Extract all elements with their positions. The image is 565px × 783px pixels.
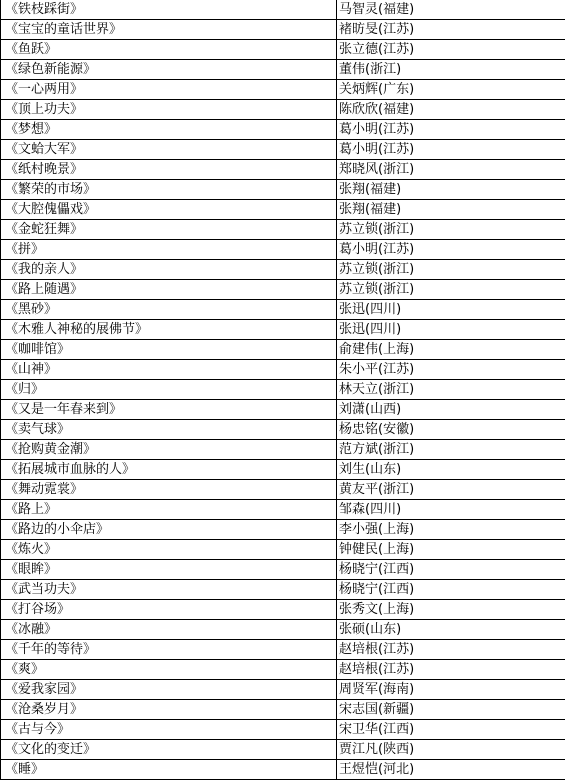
table-row [1, 480, 565, 500]
table-row [1, 220, 565, 240]
author-cell[interactable]: 张秀文(上海) [337, 600, 565, 620]
table-row [1, 440, 565, 460]
author-cell[interactable]: 张硕(山东) [337, 620, 565, 640]
author-cell[interactable]: 杨晓宁(江西) [337, 580, 565, 600]
table-row [1, 720, 565, 740]
title-cell[interactable]: 《炼火》 [1, 540, 337, 560]
author-cell[interactable]: 刘生(山东) [337, 460, 565, 480]
table-row [1, 700, 565, 720]
table-row [1, 360, 565, 380]
title-cell[interactable]: 《咖啡馆》 [1, 340, 337, 360]
author-cell[interactable]: 王煜恺(河北) [337, 760, 565, 780]
table-row [1, 560, 565, 580]
author-cell[interactable]: 褚昉旻(江苏) [337, 20, 565, 40]
title-cell[interactable]: 《文蛤大军》 [1, 140, 337, 160]
title-cell[interactable]: 《我的亲人》 [1, 260, 337, 280]
table-row [1, 100, 565, 120]
table-row [1, 260, 565, 280]
author-cell[interactable]: 邹森(四川) [337, 500, 565, 520]
title-cell[interactable]: 《归》 [1, 380, 337, 400]
title-cell[interactable]: 《路边的小伞店》 [1, 520, 337, 540]
table-row [1, 660, 565, 680]
author-cell[interactable]: 周贤军(海南) [337, 680, 565, 700]
table-row [1, 200, 565, 220]
title-cell[interactable]: 《古与今》 [1, 720, 337, 740]
author-cell[interactable]: 李小强(上海) [337, 520, 565, 540]
table-row [1, 740, 565, 760]
author-cell[interactable]: 刘潇(山西) [337, 400, 565, 420]
author-cell[interactable]: 宋卫华(江西) [337, 720, 565, 740]
table-row [1, 80, 565, 100]
table-row [1, 580, 565, 600]
table-row [1, 20, 565, 40]
title-cell[interactable]: 《路上随遇》 [1, 280, 337, 300]
table-row [1, 120, 565, 140]
author-cell[interactable]: 赵培根(江苏) [337, 640, 565, 660]
title-cell[interactable]: 《冰融》 [1, 620, 337, 640]
title-cell[interactable]: 《绿色新能源》 [1, 60, 337, 80]
author-cell[interactable]: 苏立锁(浙江) [337, 220, 565, 240]
title-cell[interactable]: 《抢购黄金潮》 [1, 440, 337, 460]
author-cell[interactable]: 黄友平(浙江) [337, 480, 565, 500]
table-row [1, 680, 565, 700]
title-cell[interactable]: 《打谷场》 [1, 600, 337, 620]
author-cell[interactable]: 葛小明(江苏) [337, 120, 565, 140]
table-row [1, 240, 565, 260]
title-cell[interactable]: 《繁荣的市场》 [1, 180, 337, 200]
table-row [1, 60, 565, 80]
title-cell[interactable]: 《文化的变迁》 [1, 740, 337, 760]
author-cell[interactable]: 宋志国(新疆) [337, 700, 565, 720]
table-row [1, 640, 565, 660]
author-cell[interactable]: 张迅(四川) [337, 320, 565, 340]
table-row [1, 140, 565, 160]
title-cell[interactable]: 《大腔傀儡戏》 [1, 200, 337, 220]
author-cell[interactable]: 贾江凡(陕西) [337, 740, 565, 760]
author-cell[interactable]: 董伟(浙江) [337, 60, 565, 80]
title-cell[interactable]: 《宝宝的童话世界》 [1, 20, 337, 40]
table-row [1, 160, 565, 180]
title-cell[interactable]: 《眼眸》 [1, 560, 337, 580]
author-cell[interactable]: 赵培根(江苏) [337, 660, 565, 680]
table-body [1, 0, 565, 780]
table-row [1, 460, 565, 480]
author-cell[interactable]: 关炳辉(广东) [337, 80, 565, 100]
author-cell[interactable]: 杨晓宁(江西) [337, 560, 565, 580]
title-cell[interactable]: 《路上》 [1, 500, 337, 520]
table-row [1, 520, 565, 540]
author-cell[interactable]: 张立德(江苏) [337, 40, 565, 60]
table-row [1, 0, 565, 20]
author-cell[interactable]: 钟健民(上海) [337, 540, 565, 560]
table-row [1, 400, 565, 420]
title-cell[interactable]: 《舞动霓裳》 [1, 480, 337, 500]
table-row [1, 600, 565, 620]
title-cell[interactable]: 《纸村晚景》 [1, 160, 337, 180]
table-row [1, 620, 565, 640]
title-cell[interactable]: 《木雅人神秘的展佛节》 [1, 320, 337, 340]
author-cell[interactable]: 陈欣欣(福建) [337, 100, 565, 120]
table-row [1, 280, 565, 300]
title-cell[interactable]: 《又是一年春来到》 [1, 400, 337, 420]
title-cell[interactable]: 《一心两用》 [1, 80, 337, 100]
title-cell[interactable]: 《爱我家园》 [1, 680, 337, 700]
title-cell[interactable]: 《沧桑岁月》 [1, 700, 337, 720]
table-row [1, 760, 565, 780]
author-cell[interactable]: 朱小平(江苏) [337, 360, 565, 380]
title-cell[interactable]: 《爽》 [1, 660, 337, 680]
author-cell[interactable]: 葛小明(江苏) [337, 240, 565, 260]
table-row [1, 340, 565, 360]
author-cell[interactable]: 张翔(福建) [337, 180, 565, 200]
author-cell[interactable]: 苏立锁(浙江) [337, 280, 565, 300]
title-cell[interactable]: 《梦想》 [1, 120, 337, 140]
title-cell[interactable]: 《顶上功夫》 [1, 100, 337, 120]
title-cell[interactable]: 《拓展城市血脉的人》 [1, 460, 337, 480]
title-cell[interactable]: 《卖气球》 [1, 420, 337, 440]
table-row [1, 380, 565, 400]
author-cell[interactable]: 林天立(浙江) [337, 380, 565, 400]
author-cell[interactable]: 郑晓风(浙江) [337, 160, 565, 180]
author-cell[interactable]: 张迅(四川) [337, 300, 565, 320]
table-row [1, 40, 565, 60]
author-cell[interactable]: 俞建伟(上海) [337, 340, 565, 360]
table-row [1, 320, 565, 340]
title-cell[interactable]: 《山神》 [1, 360, 337, 380]
title-cell[interactable]: 《金蛇狂舞》 [1, 220, 337, 240]
title-cell[interactable]: 《铁枝踩街》 [1, 0, 337, 20]
table-row [1, 180, 565, 200]
author-cell[interactable]: 马智灵(福建) [337, 0, 565, 20]
title-cell[interactable]: 《武当功夫》 [1, 580, 337, 600]
title-cell[interactable]: 《黑砂》 [1, 300, 337, 320]
author-cell[interactable]: 杨忠铭(安徽) [337, 420, 565, 440]
table-row [1, 540, 565, 560]
table-row [1, 500, 565, 520]
author-cell[interactable]: 葛小明(江苏) [337, 140, 565, 160]
table-row [1, 420, 565, 440]
author-cell[interactable]: 苏立锁(浙江) [337, 260, 565, 280]
title-cell[interactable]: 《千年的等待》 [1, 640, 337, 660]
title-cell[interactable]: 《睡》 [1, 760, 337, 780]
author-cell[interactable]: 张翔(福建) [337, 200, 565, 220]
title-cell[interactable]: 《拼》 [1, 240, 337, 260]
author-cell[interactable]: 范方斌(浙江) [337, 440, 565, 460]
title-cell[interactable]: 《鱼跃》 [1, 40, 337, 60]
table-row [1, 300, 565, 320]
